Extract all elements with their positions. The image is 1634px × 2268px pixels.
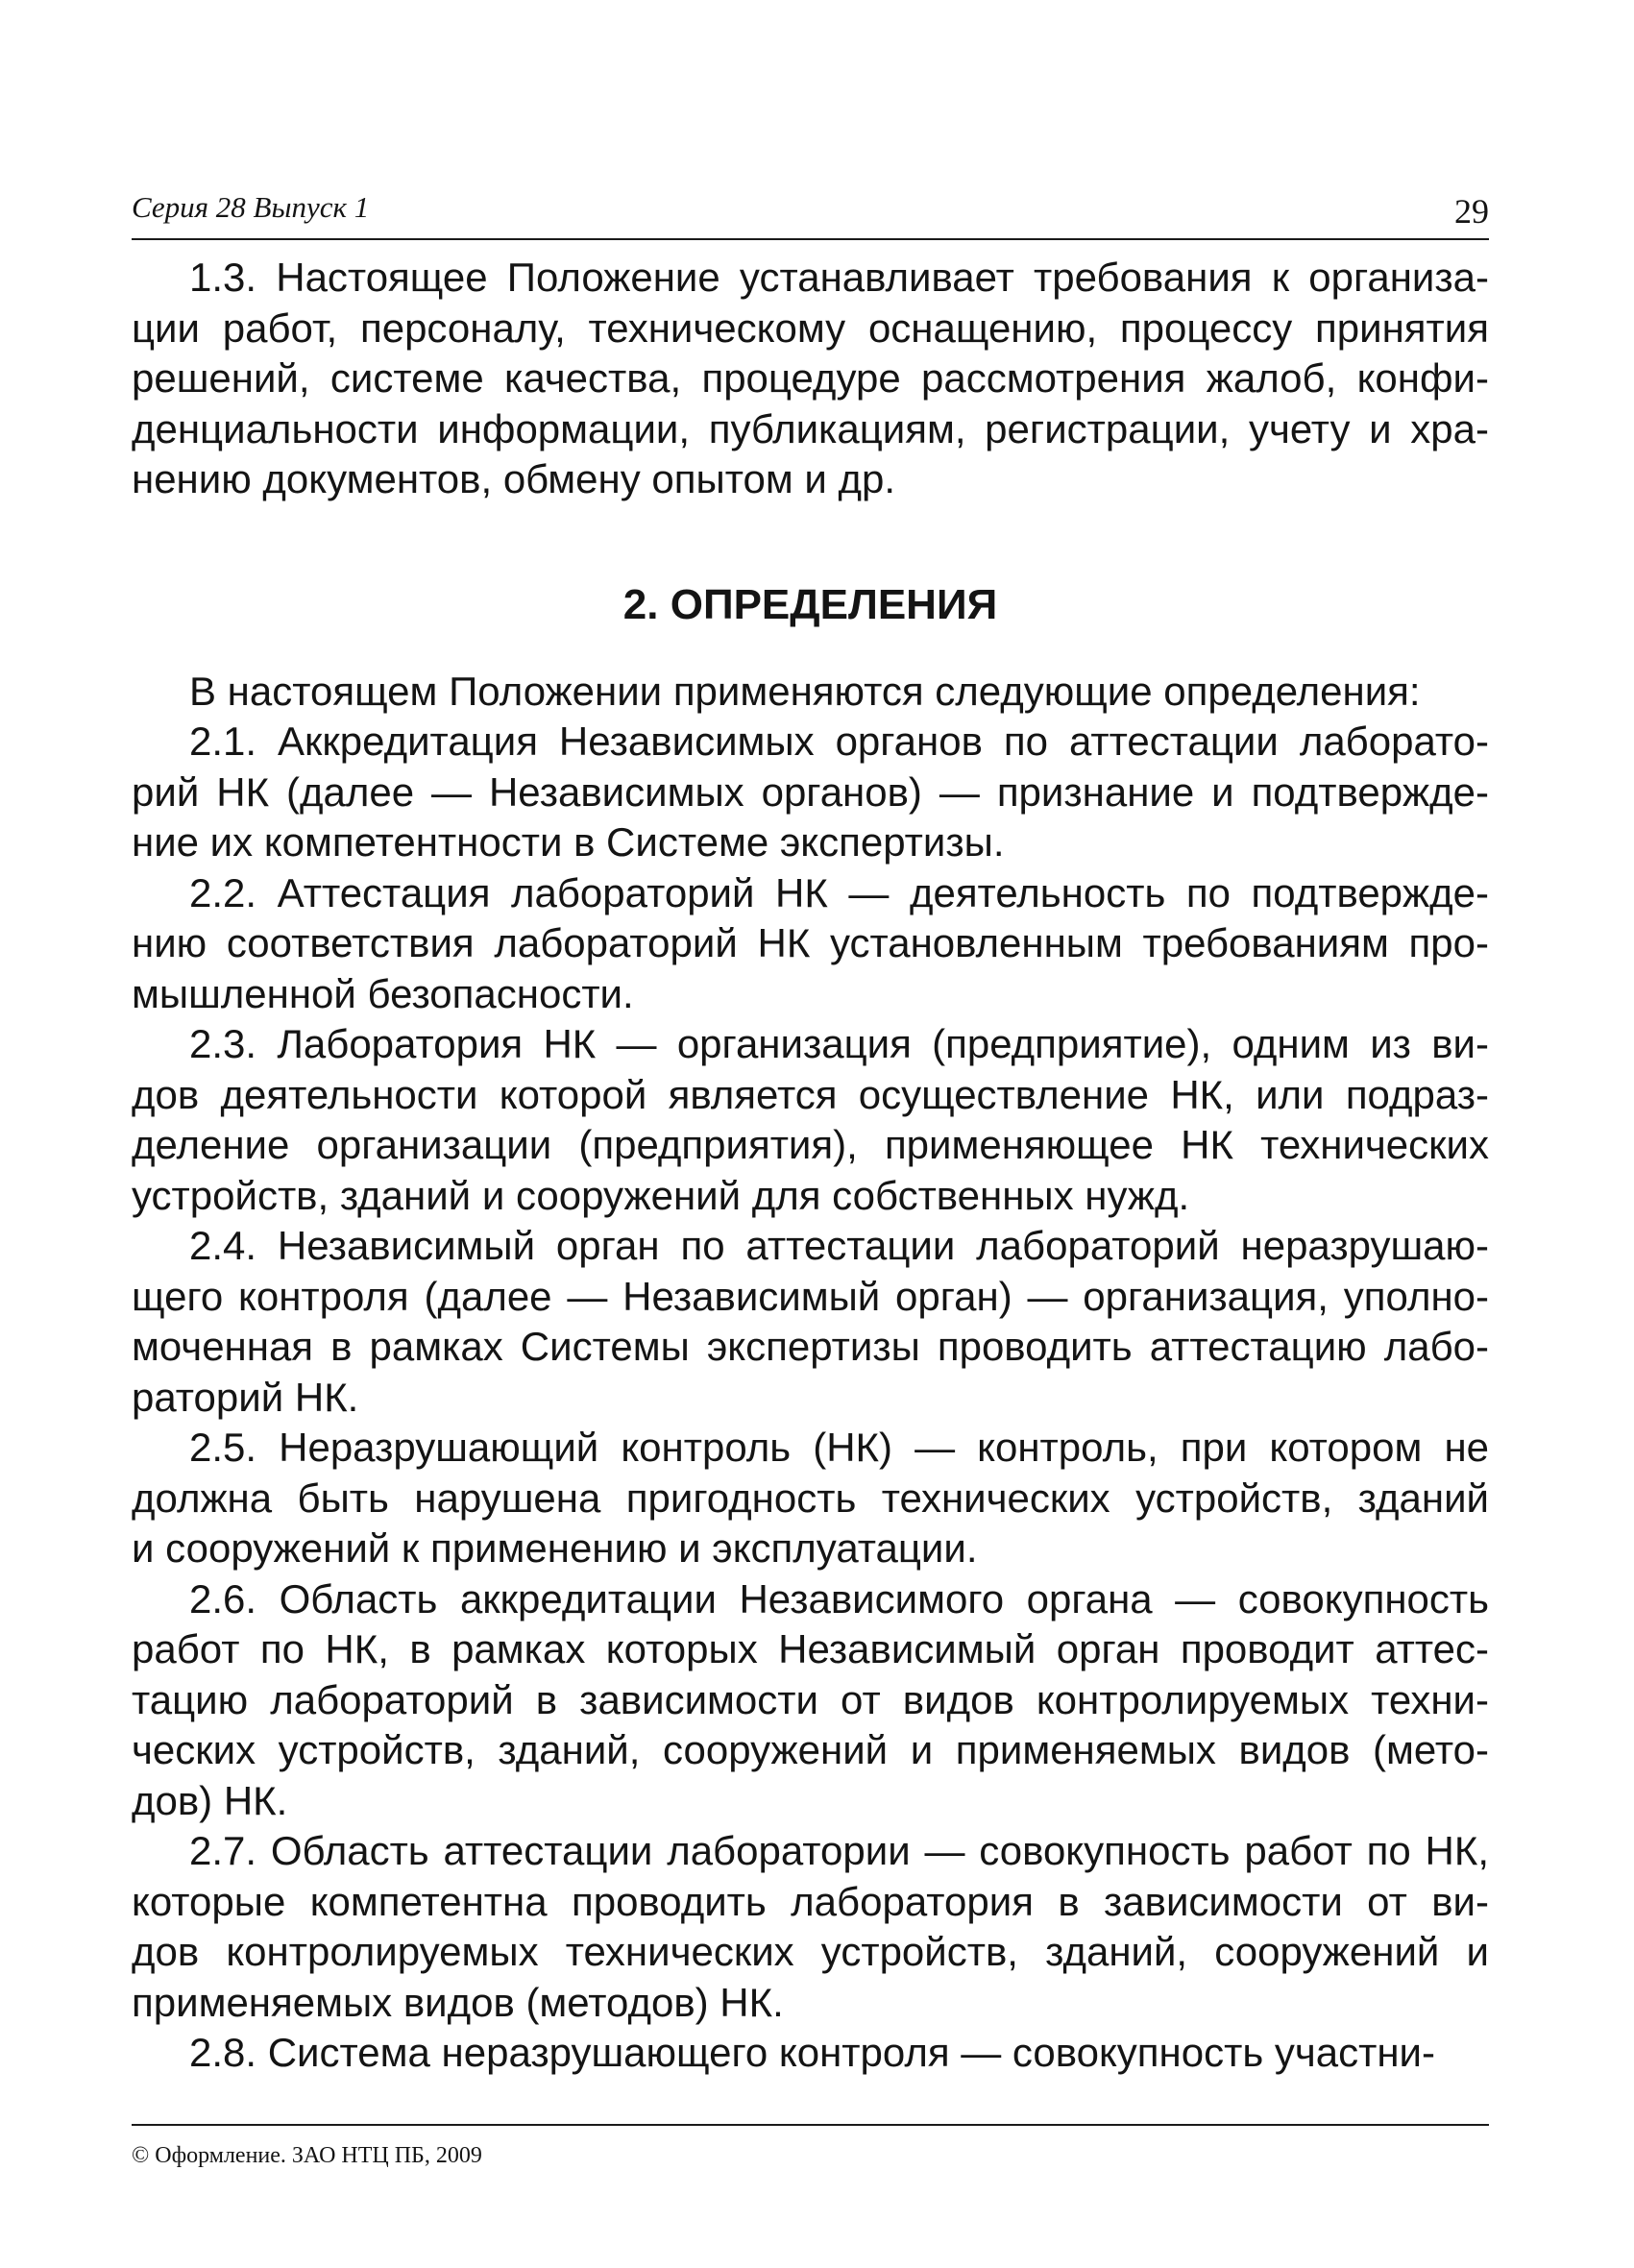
text-line: нению документов, обмену опытом и др. — [132, 456, 896, 501]
text-line: мышленной безопасности. — [132, 970, 634, 1016]
definition-2-8 — [132, 2028, 1489, 2079]
series-title: Серия 28 Выпуск 1 — [132, 190, 370, 224]
text-line: рий НК (далее — Независимых органов) — признание и подтвержде- — [132, 768, 1489, 815]
text-line: ческих устройств, зданий, сооружений и применяемых видов (мето- — [132, 1727, 1489, 1772]
text-line: дов контролируемых технических устройств, зданий, сооружений и — [132, 1929, 1489, 1974]
definition-2-3 — [132, 1019, 1489, 1221]
section-heading: 2. ОПРЕДЕЛЕНИЯ — [622, 580, 998, 628]
text-line: 2.5. Неразрушающий контроль (НК) — контроль, при котором не — [189, 1425, 1489, 1470]
text-line: нию соответствия лабораторий НК установленным требованиям про- — [132, 920, 1489, 965]
text-line: 1.3. Настоящее Положение устанавливает требования к организа- — [189, 255, 1489, 300]
text-line: щего контроля (далее — Независимый орган) — организация, уполно- — [132, 1273, 1489, 1319]
text-line: 2.4. Независимый орган по аттестации лабораторий неразрушаю- — [189, 1223, 1489, 1268]
text-line: 2.3. Лаборатория НК — организация (предприятие), одним из ви- — [189, 1021, 1489, 1066]
text-line: ние их компетентности в Системе экспертизы. — [132, 819, 1005, 865]
definition-2-2 — [132, 868, 1489, 1020]
definition-2-7 — [132, 1826, 1489, 2028]
text-line: решений, системе качества, процедуре рассмотрения жалоб, конфи- — [132, 355, 1489, 401]
running-header — [132, 181, 1489, 234]
page-number: 29 — [1454, 192, 1489, 231]
text-line: дов) НК. — [132, 1777, 288, 1823]
text-line: применяемых видов (методов) НК. — [132, 1979, 784, 2025]
text-line: тацию лабораторий в зависимости от видов контролируемых техни- — [132, 1676, 1489, 1722]
text-line: 2.1. Аккредитация Независимых органов по аттестации лаборато- — [189, 719, 1489, 764]
header-divider — [132, 238, 1489, 240]
footer-divider — [132, 2124, 1489, 2126]
text-line: В настоящем Положении применяются следующие определения: — [189, 668, 1421, 714]
text-line: 2.7. Область аттестации лаборатории — совокупность работ по НК, — [189, 1828, 1489, 1873]
text-line: работ по НК, в рамках которых Независимый орган проводит аттес- — [132, 1626, 1489, 1671]
definition-2-5 — [132, 1423, 1489, 1574]
text-line: деление организации (предприятия), применяющее НК технических — [132, 1122, 1489, 1167]
text-line: 2.6. Область аккредитации Независимого органа — совокупность — [189, 1575, 1489, 1622]
text-line: дов деятельности которой является осуществление НК, или подраз- — [132, 1071, 1489, 1117]
definition-2-4 — [132, 1221, 1489, 1423]
text-line: которые компетентна проводить лаборатория в зависимости от ви- — [132, 1878, 1489, 1924]
body-text — [132, 253, 1489, 2079]
definition-2-6 — [132, 1574, 1489, 1827]
text-line: раторий НК. — [132, 1374, 359, 1420]
section-lead — [132, 667, 1489, 718]
text-line: ции работ, персоналу, техническому оснащению, процессу принятия — [132, 305, 1489, 351]
text-line: денциальности информации, публикациям, регистрации, учету и хра- — [132, 405, 1489, 451]
text-line: должна быть нарушена пригодность технических устройств, зданий — [132, 1475, 1489, 1521]
copyright-footer: © Оформление. ЗАО НТЦ ПБ, 2009 — [132, 2143, 482, 2168]
text-line: 2.2. Аттестация лабораторий НК — деятельность по подтвержде- — [189, 869, 1489, 915]
text-line: моченная в рамках Системы экспертизы проводить аттестацию лабо- — [132, 1324, 1489, 1369]
text-line: и сооружений к применению и эксплуатации. — [132, 1525, 978, 1571]
definition-2-1 — [132, 717, 1489, 868]
text-line: 2.8. Система неразрушающего контроля — совокупность участни- — [189, 2030, 1435, 2075]
text-line: устройств, зданий и сооружений для собственных нужд. — [132, 1172, 1190, 1218]
paragraph-1-3 — [132, 253, 1489, 505]
